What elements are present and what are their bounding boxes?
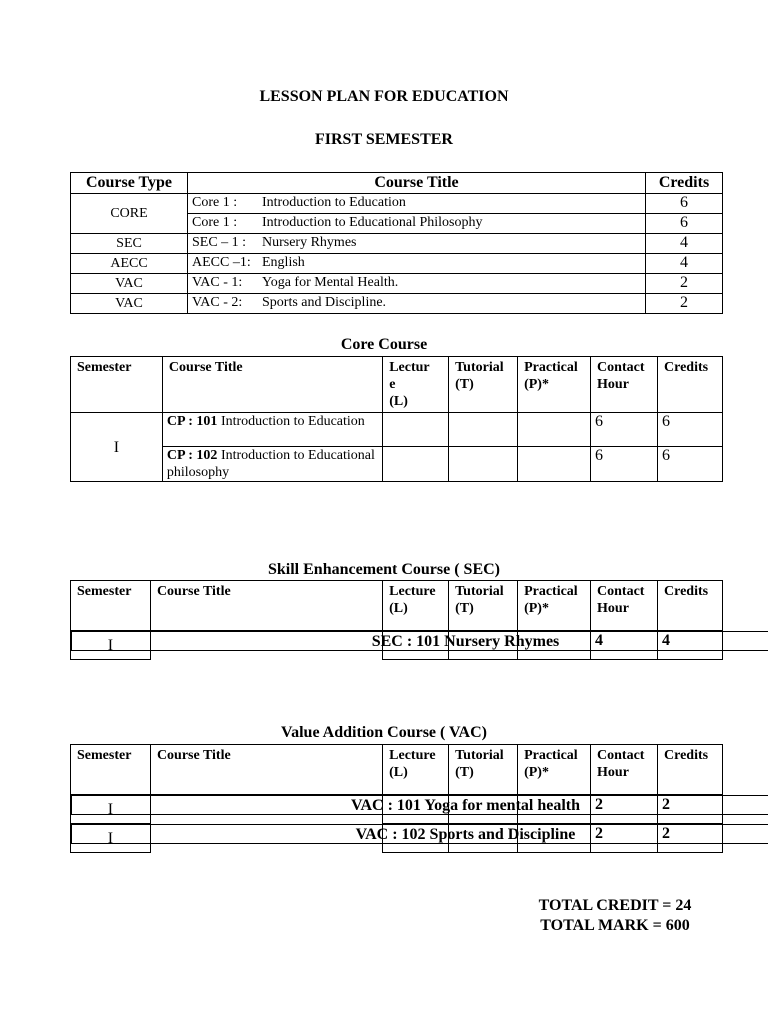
table-row: [71, 795, 723, 824]
contact-cell: 4: [591, 631, 658, 660]
course-name: English: [262, 255, 305, 270]
course-name: Introduction to Educational Philosophy: [262, 215, 483, 230]
course-code: CP : 102: [166, 448, 218, 463]
table-row: [71, 824, 723, 853]
contact-cell: 2: [591, 824, 658, 853]
table-row: [71, 447, 723, 482]
course-title-cell: [188, 234, 646, 254]
course-code: Core 1 :: [192, 195, 238, 210]
table-header-row: [71, 173, 723, 194]
header-line: Contact: [597, 748, 645, 763]
total-mark: TOTAL MARK = 600: [540, 917, 690, 934]
column-header-course-title: Course Title: [162, 357, 382, 413]
tutorial-cell: [449, 447, 518, 482]
header-line: Practical: [524, 748, 578, 763]
credits-cell: 2: [658, 795, 723, 824]
header-line: Lectur: [389, 360, 430, 375]
header-line: (L): [389, 765, 408, 780]
column-header-practical: [518, 357, 591, 413]
column-header-lecture: [383, 357, 449, 413]
total-credit: TOTAL CREDIT = 24: [538, 897, 692, 914]
course-type-cell: SEC: [71, 234, 188, 254]
header-line: (P)*: [524, 377, 549, 392]
column-header-tutorial: [449, 581, 518, 631]
table-row: [71, 234, 723, 254]
sec-course-table: [70, 580, 723, 660]
contact-cell: 2: [591, 795, 658, 824]
course-title-cell: VAC : 102 Sports and Discipline: [71, 824, 768, 844]
column-header-tutorial: [449, 357, 518, 413]
semester-cell: I: [71, 413, 163, 482]
course-name: Yoga for Mental Health.: [262, 275, 399, 290]
header-line: (T): [455, 601, 474, 616]
practical-cell: [518, 447, 591, 482]
table-header-row: [71, 581, 723, 631]
column-header-credits: Credits: [658, 745, 723, 795]
column-header-practical: [518, 745, 591, 795]
course-title-cell: [162, 413, 382, 447]
column-header-practical: [518, 581, 591, 631]
credits-cell: 6: [646, 194, 723, 214]
table-row: [71, 631, 723, 660]
course-title-cell: [162, 447, 382, 482]
header-line: Hour: [597, 377, 629, 392]
header-line: (L): [389, 394, 408, 409]
course-title-cell: SEC : 101 Nursery Rhymes: [71, 631, 768, 651]
header-line: Lecture: [389, 584, 436, 599]
totals-block: [500, 896, 730, 936]
header-line: Hour: [597, 601, 629, 616]
course-title-cell: [188, 214, 646, 234]
tutorial-cell: [449, 413, 518, 447]
header-line: Lecture: [389, 748, 436, 763]
course-name: Introduction to Education: [262, 195, 406, 210]
credits-cell: 4: [646, 254, 723, 274]
column-header-lecture: [383, 745, 449, 795]
core-course-table: [70, 356, 723, 482]
header-line: Practical: [524, 360, 578, 375]
column-header-contact: [591, 357, 658, 413]
course-code: SEC – 1 :: [192, 235, 247, 250]
course-code: AECC –1:: [192, 255, 251, 270]
column-header-semester: Semester: [71, 357, 163, 413]
table-row: [71, 413, 723, 447]
table-header-row: [71, 357, 723, 413]
semester-heading: FIRST SEMESTER: [315, 131, 453, 148]
header-line: Practical: [524, 584, 578, 599]
header-line: Tutorial: [455, 748, 504, 763]
column-header-course-title: Course Title: [150, 581, 382, 631]
course-code: Core 1 :: [192, 215, 238, 230]
credits-cell: 4: [646, 234, 723, 254]
sec-course-heading: Skill Enhancement Course ( SEC): [267, 561, 501, 578]
header-line: e: [389, 377, 396, 392]
column-header-tutorial: [449, 745, 518, 795]
header-line: Contact: [597, 360, 645, 375]
table-header-row: [71, 745, 723, 795]
table-row: [71, 194, 723, 214]
semester-cell: I: [71, 824, 151, 853]
course-code: CP : 101: [166, 414, 218, 429]
column-header-credits: Credits: [658, 581, 723, 631]
column-header: Course Title: [188, 173, 646, 194]
header-line: Tutorial: [455, 360, 504, 375]
header-line: (L): [389, 601, 408, 616]
credits-cell: 6: [658, 447, 723, 482]
credits-cell: 4: [658, 631, 723, 660]
practical-cell: [518, 413, 591, 447]
header-line: Contact: [597, 584, 645, 599]
course-title-cell: [188, 274, 646, 294]
header-line: Hour: [597, 765, 629, 780]
table-row: [71, 294, 723, 314]
credits-cell: 2: [646, 274, 723, 294]
header-line: (P)*: [524, 601, 549, 616]
column-header: Credits: [646, 173, 723, 194]
header-line: Tutorial: [455, 584, 504, 599]
vac-course-table: [70, 744, 723, 853]
column-header-course-title: Course Title: [150, 745, 382, 795]
course-type-cell: VAC: [71, 274, 188, 294]
column-header-semester: Semester: [71, 581, 151, 631]
column-header-lecture: [383, 581, 449, 631]
course-code: VAC - 2:: [192, 295, 243, 310]
header-line: (T): [455, 765, 474, 780]
course-name: Introduction to Education: [220, 414, 365, 429]
credits-cell: 2: [658, 824, 723, 853]
core-course-heading: Core Course: [340, 336, 428, 353]
course-type-cell: VAC: [71, 294, 188, 314]
column-header-contact: [591, 745, 658, 795]
page-title: LESSON PLAN FOR EDUCATION: [259, 88, 509, 105]
header-line: (T): [455, 377, 474, 392]
column-header: Course Type: [71, 173, 188, 194]
column-header-contact: [591, 581, 658, 631]
course-type-cell: CORE: [71, 194, 188, 234]
contact-cell: 6: [591, 447, 658, 482]
vac-course-heading: Value Addition Course ( VAC): [281, 724, 487, 741]
contact-cell: 6: [591, 413, 658, 447]
header-line: (P)*: [524, 765, 549, 780]
credits-cell: 6: [646, 214, 723, 234]
course-name: Sports and Discipline.: [262, 295, 387, 310]
summary-table: [70, 172, 723, 314]
column-header-credits: Credits: [658, 357, 723, 413]
course-title-cell: [188, 194, 646, 214]
lecture-cell: [383, 413, 449, 447]
credits-cell: 6: [658, 413, 723, 447]
lecture-cell: [383, 447, 449, 482]
course-title-cell: VAC : 101 Yoga for mental health: [71, 795, 768, 815]
table-row: [71, 274, 723, 294]
credits-cell: 2: [646, 294, 723, 314]
course-type-cell: AECC: [71, 254, 188, 274]
course-title-cell: [188, 254, 646, 274]
course-code: VAC - 1:: [192, 275, 243, 290]
course-name: Introduction to Educational philosophy: [166, 448, 375, 480]
semester-cell: I: [71, 795, 151, 824]
course-name: Nursery Rhymes: [262, 235, 357, 250]
semester-cell: I: [71, 631, 151, 660]
column-header-semester: Semester: [71, 745, 151, 795]
course-title-cell: [188, 294, 646, 314]
table-row: [71, 254, 723, 274]
